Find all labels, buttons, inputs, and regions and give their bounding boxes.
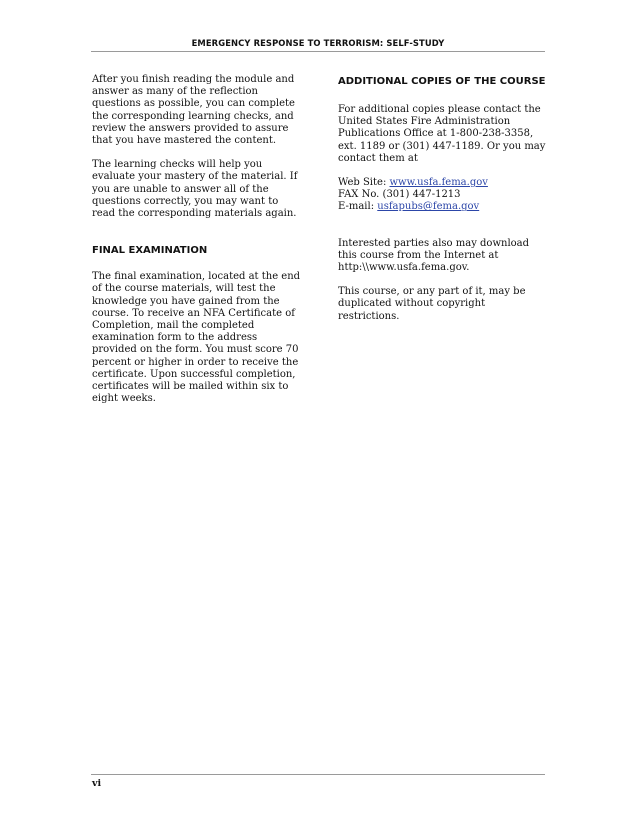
duplication-paragraph: This course, or any part of it, may be duplicated without copyright restrictions. xyxy=(338,286,526,322)
intro-paragraph: After you finish reading the module and answer as many of the reflection questions as possible, you can complete the corresponding learning checks, and review the answers provided to assure that you have mastered the content. xyxy=(92,74,295,147)
email-link[interactable]: usfapubs@fema.gov xyxy=(377,201,480,213)
final-examination-paragraph: The final examination, located at the end of the course materials, will test the knowledge you have gained from the course. To receive an NFA Certificate of Completion, mail the completed examination form to the address provided on the form. You must score 70 percent or higher in order to receive the certificate. Upon successful completion, certificates will be mailed within six to eight weeks. xyxy=(92,271,301,405)
additional-copies-heading: ADDITIONAL COPIES OF THE COURSE xyxy=(338,76,546,87)
email-label: E-mail: xyxy=(338,201,378,213)
running-header: EMERGENCY RESPONSE TO TERRORISM: SELF-STUDY xyxy=(191,38,445,48)
web-site-label: Web Site: xyxy=(338,177,390,189)
header-divider xyxy=(91,51,545,52)
learning-checks-paragraph: The learning checks will help you evaluate your mastery of the material. If you are unable to answer all of the questions correctly, you may want to read the corresponding materials again. xyxy=(92,159,298,220)
download-paragraph: Interested parties also may download this course from the Internet at http:\\www.usfa.fema.gov. xyxy=(338,237,530,274)
page-number: vi xyxy=(92,778,102,789)
final-examination-heading: FINAL EXAMINATION xyxy=(92,245,208,257)
web-site-link[interactable]: www.usfa.fema.gov xyxy=(389,177,488,189)
left-column xyxy=(92,74,304,405)
contact-paragraph: For additional copies please contact the United States Fire Administration Publications Office at 1-800-238-3358, ext. 1189 or (301) 447-1189. Or you may contact them at xyxy=(338,104,546,164)
fax-line: FAX No. (301) 447-1213 xyxy=(338,189,461,201)
right-column xyxy=(338,74,548,323)
web-site-line xyxy=(338,177,548,189)
footer-divider xyxy=(91,774,545,775)
email-line xyxy=(338,201,548,213)
